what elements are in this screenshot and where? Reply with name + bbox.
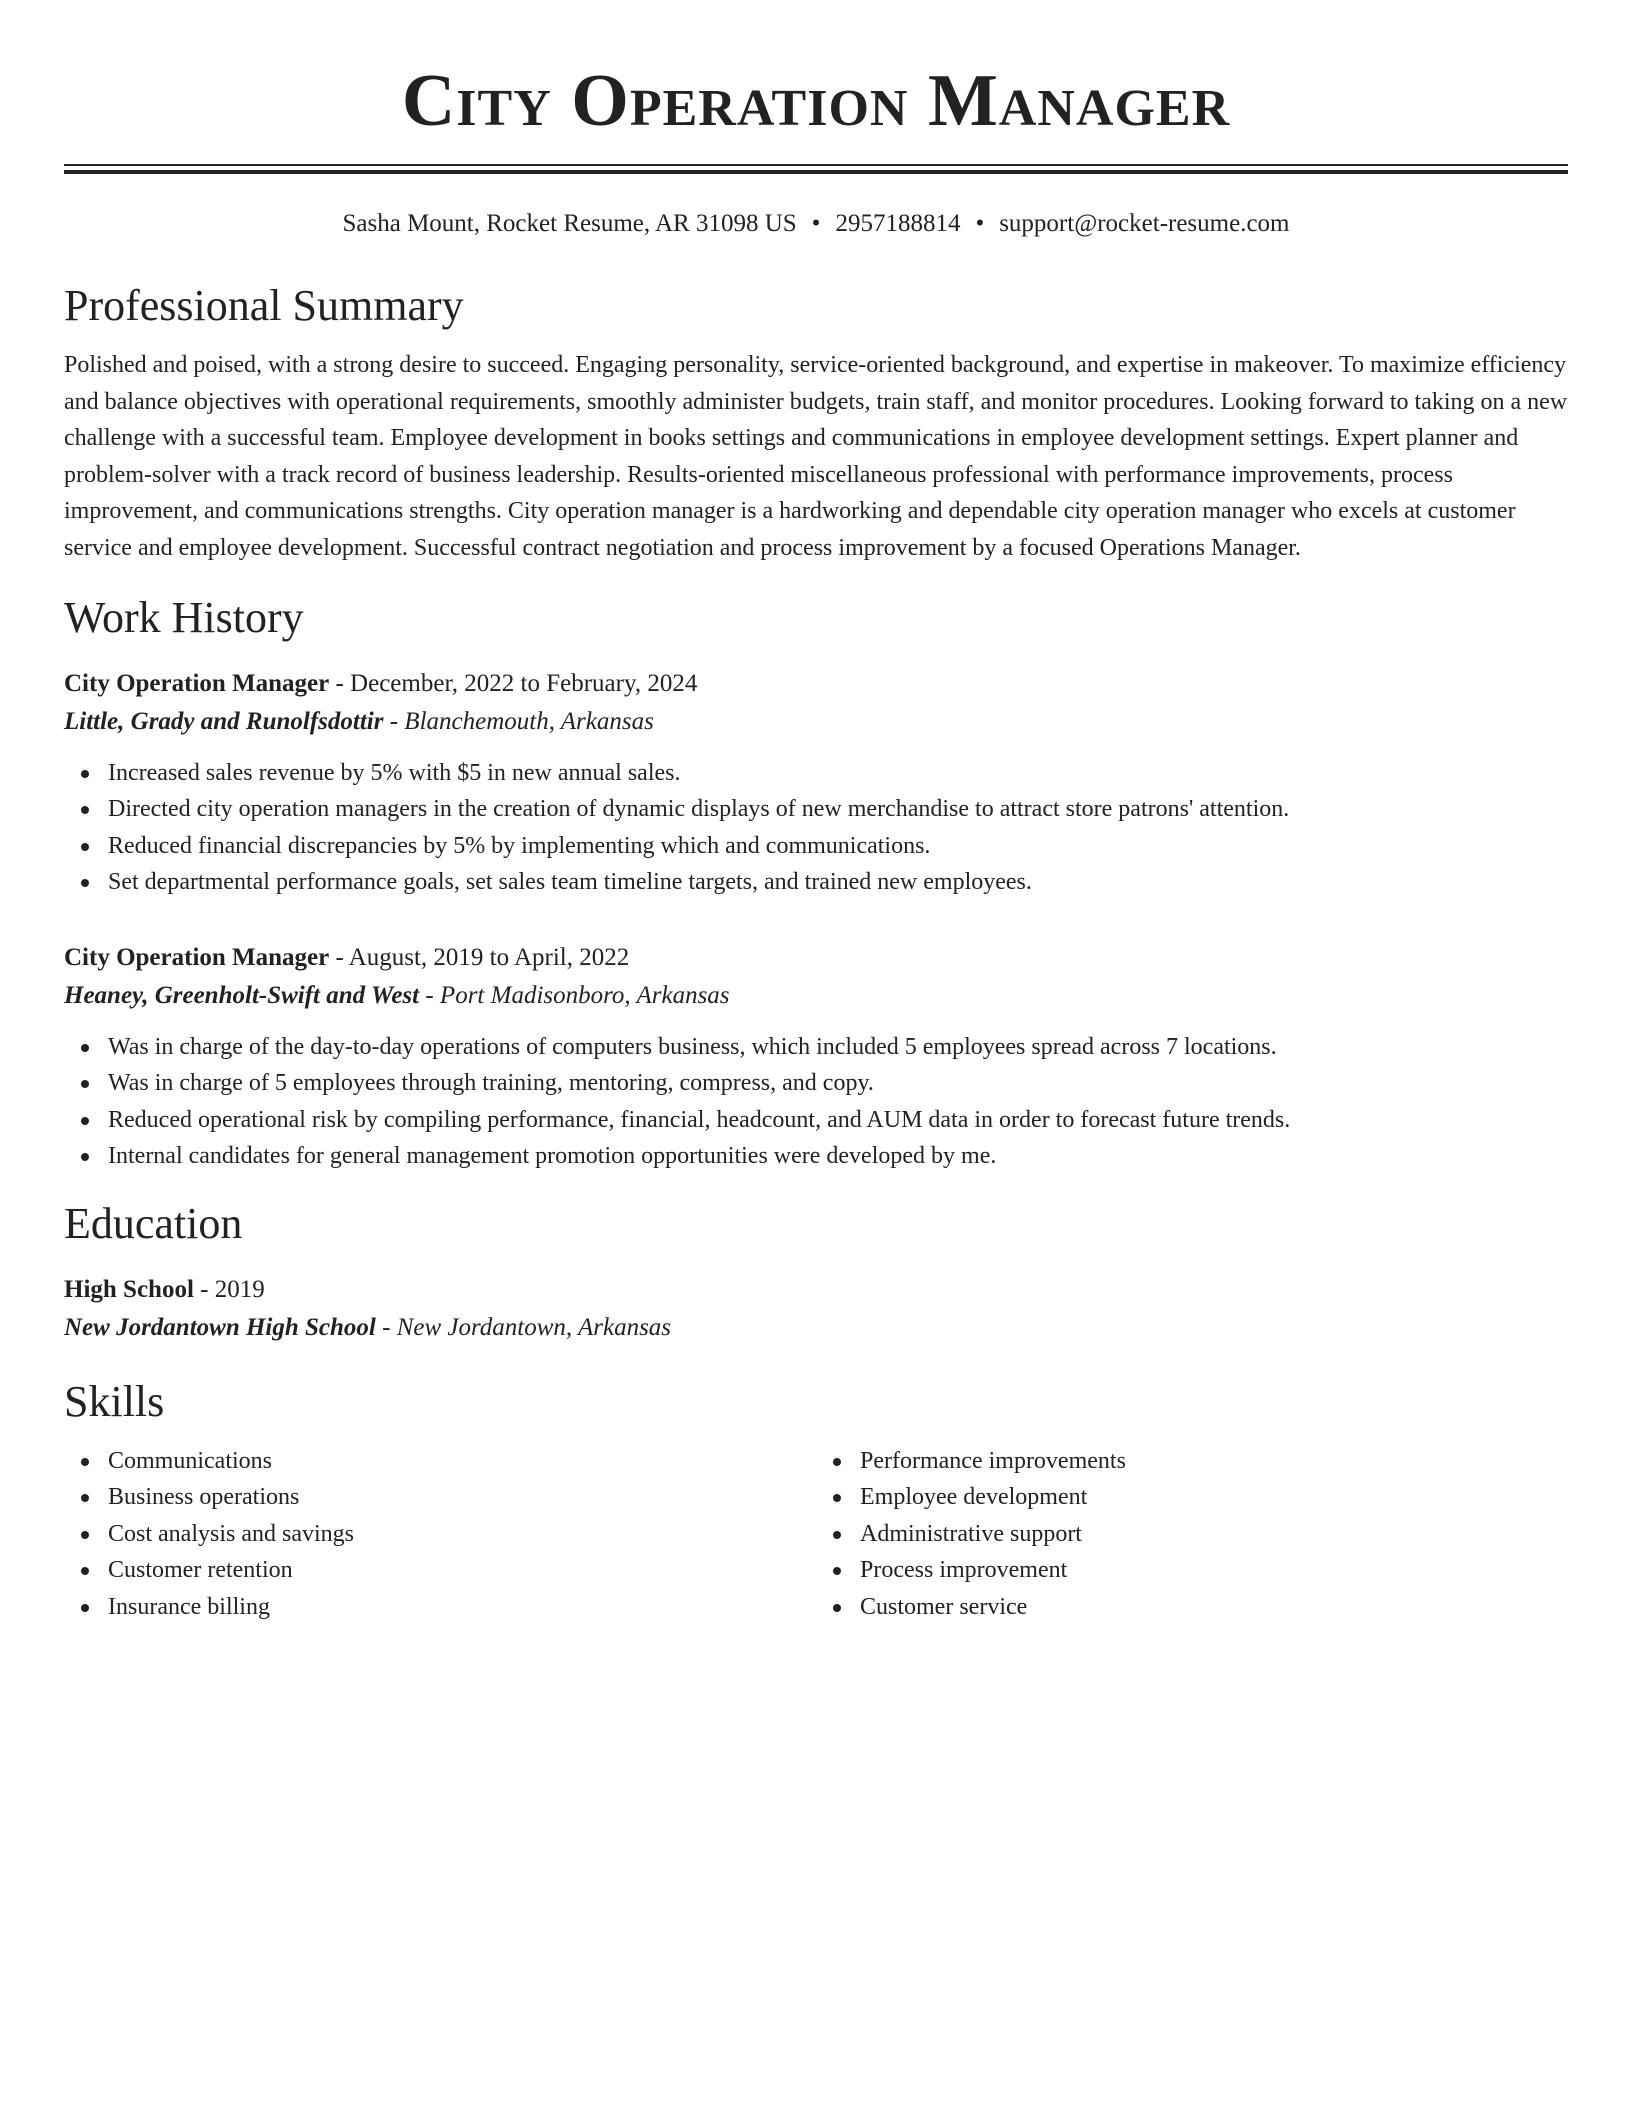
education-school: New Jordantown High School bbox=[64, 1313, 376, 1341]
contact-email: support@rocket-resume.com bbox=[999, 210, 1290, 237]
skill-item: Communications bbox=[108, 1443, 816, 1480]
job-location: - Port Madisonboro, Arkansas bbox=[419, 981, 730, 1009]
skill-item: Business operations bbox=[108, 1479, 816, 1516]
summary-text: Polished and poised, with a strong desire to succeed. Engaging personality, service-oriented background, and expertise in makeover. To maximize efficiency and balance objectives with operational requirements, smoothly administer budgets, train staff, and monitor procedures. Looking forward to taking on a new challenge with a successful team. Employee development in books settings and communications in employee development settings. Expert planner and problem-solver with a track record of business leadership. Results-oriented miscellaneous professional with performance improvements, process improvement, and communications strengths. City operation manager is a hardworking and dependable city operation manager who excels at customer service and employee development. Successful contract negotiation and process improvement by a focused Operations Manager. bbox=[64, 352, 1568, 561]
list-item: Was in charge of 5 employees through training, mentoring, compress, and copy. bbox=[108, 1065, 1568, 1102]
skill-item: Customer service bbox=[860, 1589, 1568, 1626]
skills-heading: Skills bbox=[64, 1376, 165, 1426]
title-divider bbox=[64, 164, 1568, 174]
skills-column-right bbox=[816, 1443, 1568, 1626]
job-dates: - August, 2019 to April, 2022 bbox=[329, 943, 630, 971]
contact-separator: • bbox=[811, 210, 821, 237]
contact-address: Sasha Mount, Rocket Resume, AR 31098 US bbox=[342, 210, 797, 237]
skill-item: Administrative support bbox=[860, 1516, 1568, 1553]
education-header bbox=[64, 1271, 1568, 1309]
job-employer bbox=[64, 977, 1568, 1015]
job-bullets bbox=[64, 1029, 1568, 1175]
list-item: Set departmental performance goals, set sales team timeline targets, and trained new employees. bbox=[108, 864, 1568, 901]
skill-item: Employee development bbox=[860, 1479, 1568, 1516]
list-item: Reduced operational risk by compiling performance, financial, headcount, and AUM data in order to forecast future trends. bbox=[108, 1102, 1568, 1139]
skill-item: Customer retention bbox=[108, 1552, 816, 1589]
contact-line bbox=[64, 207, 1568, 241]
education-institution bbox=[64, 1309, 1568, 1347]
contact-separator: • bbox=[975, 210, 985, 237]
skill-item: Process improvement bbox=[860, 1552, 1568, 1589]
education-location: - New Jordantown, Arkansas bbox=[375, 1313, 672, 1341]
list-item: Was in charge of the day-to-day operations of computers business, which included 5 employees spread across 7 locations. bbox=[108, 1029, 1568, 1066]
education-degree: High School bbox=[64, 1275, 194, 1303]
education-heading: Education bbox=[64, 1198, 243, 1248]
education-year: - 2019 bbox=[193, 1275, 265, 1303]
list-item: Directed city operation managers in the creation of dynamic displays of new merchandise to attract store patrons' attention. bbox=[108, 791, 1568, 828]
skill-item: Insurance billing bbox=[108, 1589, 816, 1626]
contact-phone: 2957188814 bbox=[835, 210, 961, 237]
skills-list bbox=[64, 1443, 816, 1626]
job-bullets bbox=[64, 755, 1568, 901]
list-item: Increased sales revenue by 5% with $5 in new annual sales. bbox=[108, 755, 1568, 792]
job-employer bbox=[64, 703, 1568, 741]
job-title: City Operation Manager bbox=[64, 943, 330, 971]
skill-item: Cost analysis and savings bbox=[108, 1516, 816, 1553]
job-company: Little, Grady and Runolfsdottir bbox=[64, 707, 384, 735]
list-item: Internal candidates for general management promotion opportunities were developed by me. bbox=[108, 1138, 1568, 1175]
job-location: - Blanchemouth, Arkansas bbox=[383, 707, 654, 735]
job-dates: - December, 2022 to February, 2024 bbox=[329, 669, 698, 697]
job-title: City Operation Manager bbox=[64, 669, 330, 697]
skills-column-left bbox=[64, 1443, 816, 1626]
job-entry bbox=[64, 665, 1568, 901]
education-entry bbox=[64, 1271, 1568, 1347]
list-item: Reduced financial discrepancies by 5% by implementing which and communications. bbox=[108, 828, 1568, 865]
summary-heading: Professional Summary bbox=[64, 281, 464, 330]
skills-grid bbox=[64, 1443, 1568, 1626]
skills-list bbox=[816, 1443, 1568, 1626]
work-history-heading: Work History bbox=[64, 592, 304, 642]
job-header bbox=[64, 939, 1568, 977]
resume-title: City Operation Manager bbox=[401, 60, 1231, 142]
job-company: Heaney, Greenholt-Swift and West bbox=[64, 981, 420, 1009]
skill-item: Performance improvements bbox=[860, 1443, 1568, 1480]
job-entry bbox=[64, 939, 1568, 1175]
job-header bbox=[64, 665, 1568, 703]
